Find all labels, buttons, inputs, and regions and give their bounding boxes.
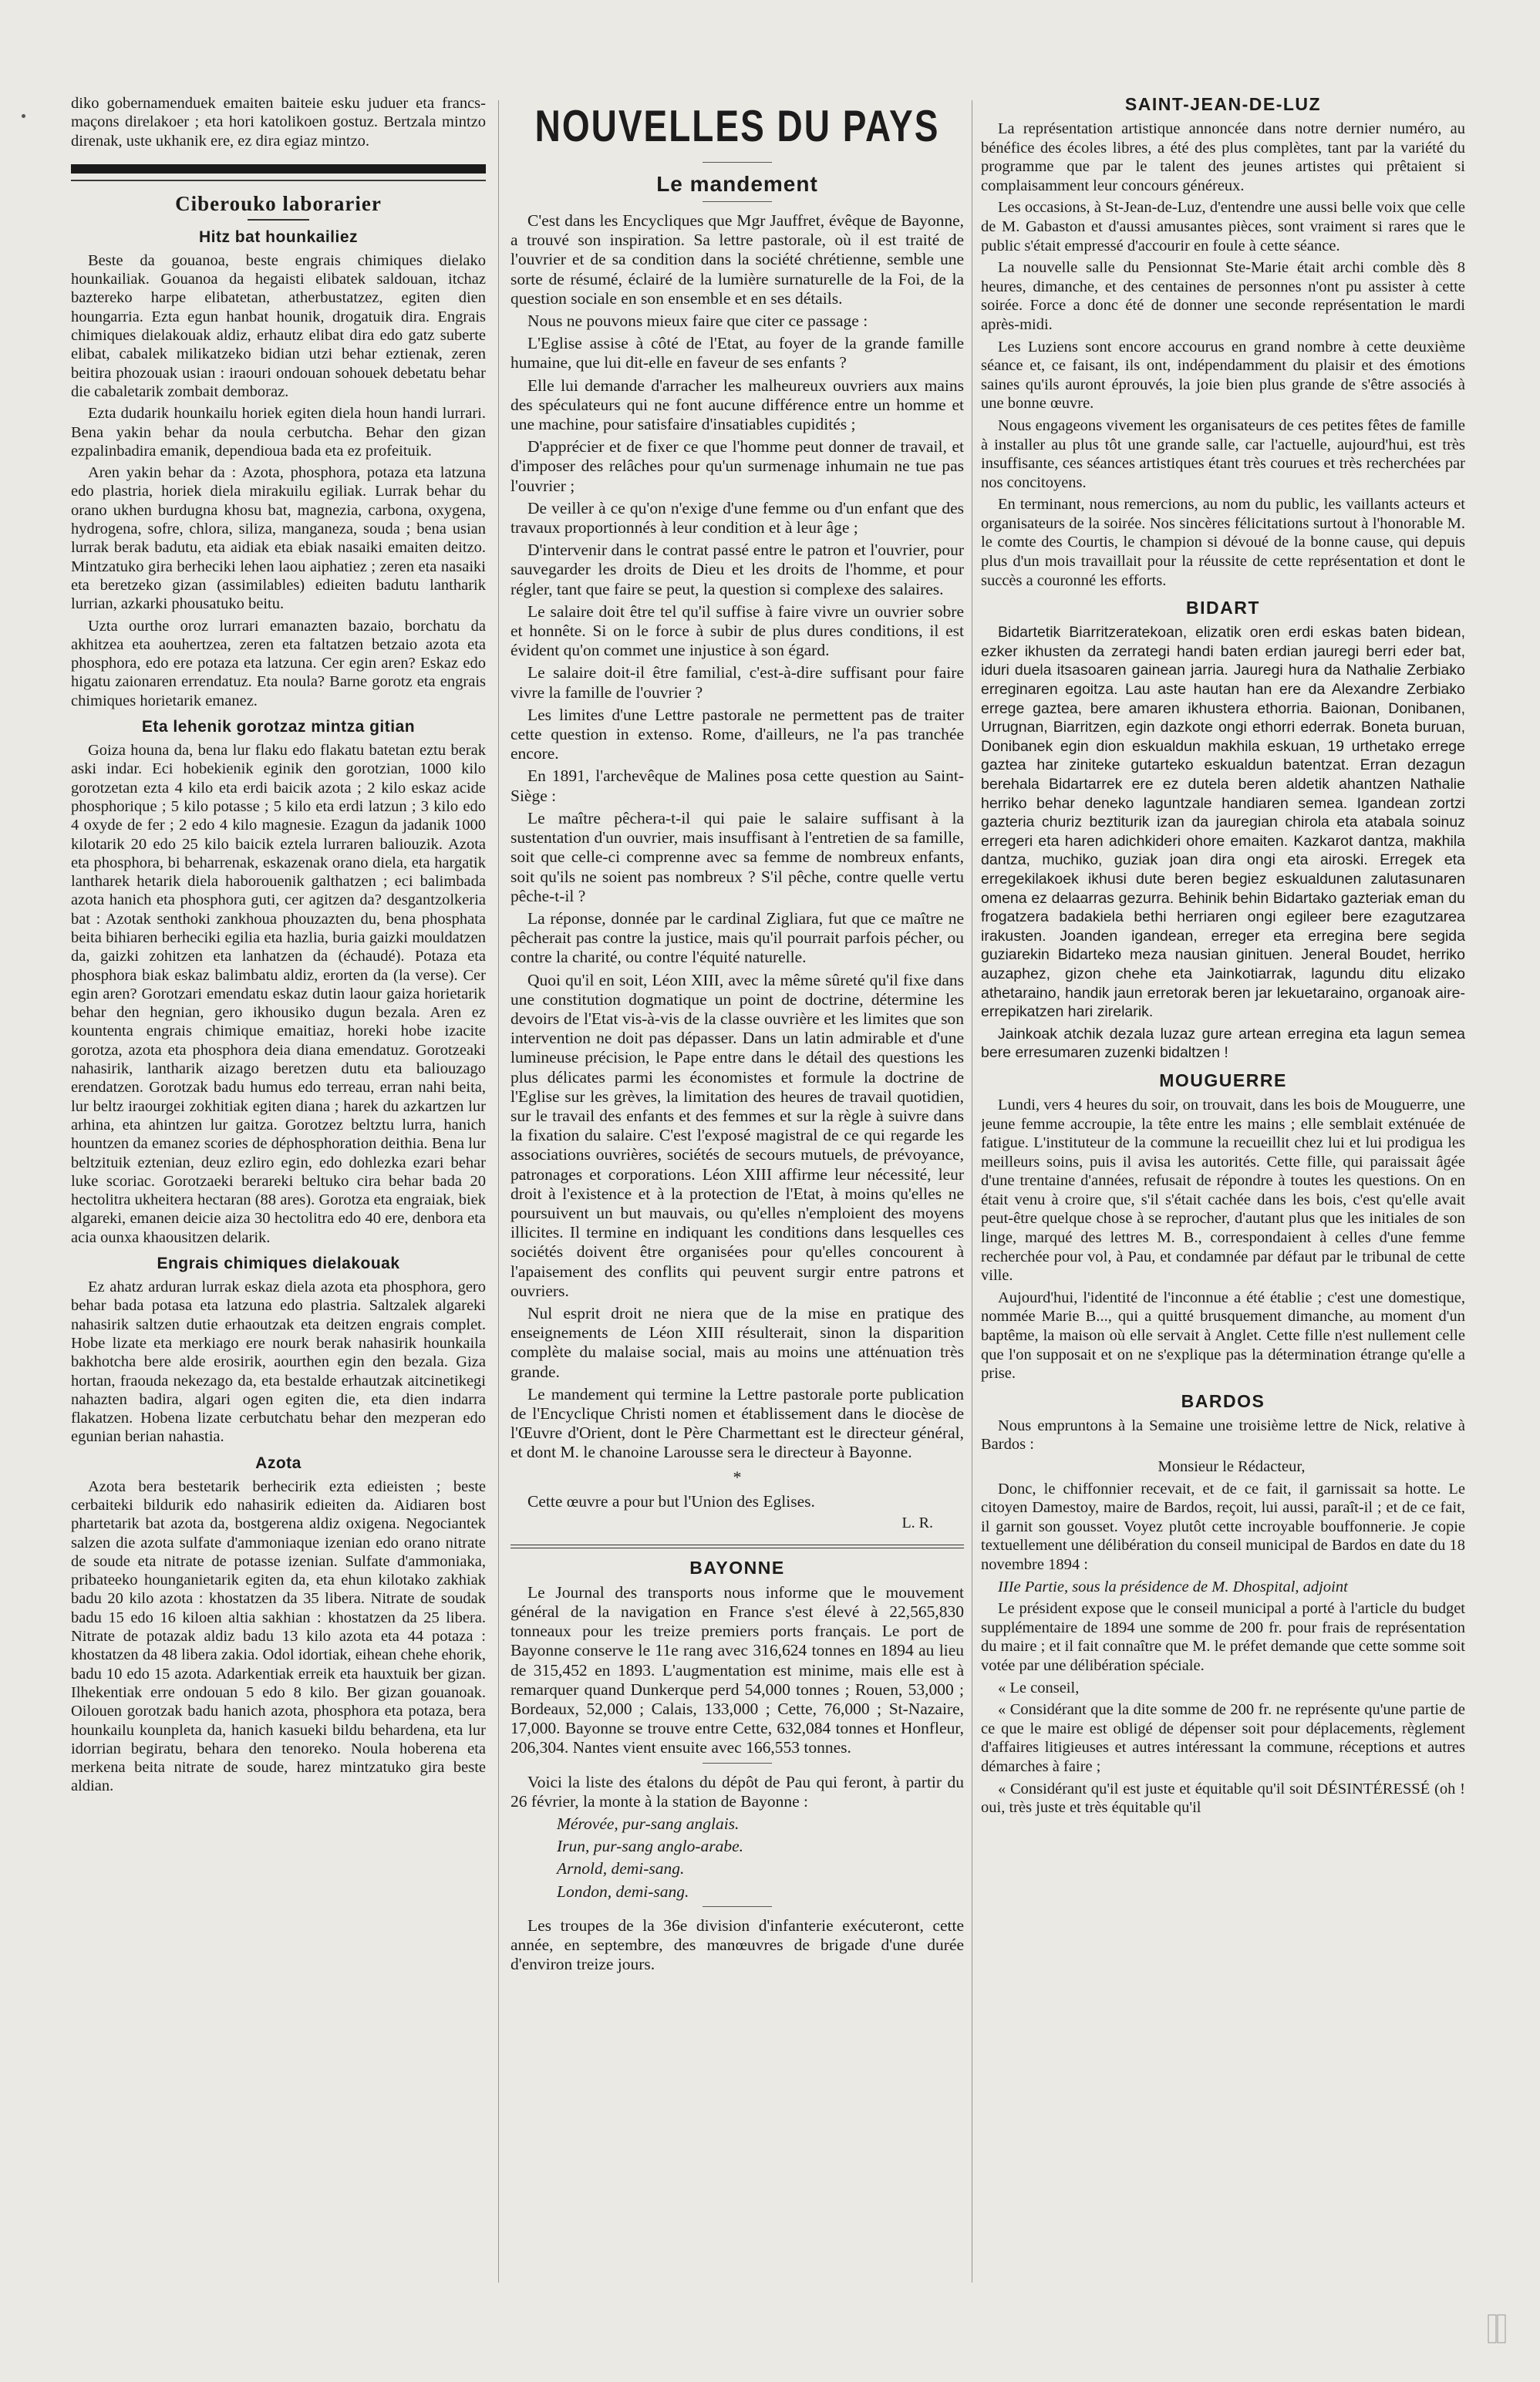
paragraph: Le président expose que le conseil municipal a porté à l'article du budget supplémentaire de 1894 une somme de 200 fr. pour frais de représentation du maire ; et il fait connaître que M. le préfet demande que cette somme soit votée par une délibération spéciale.	[981, 1600, 1465, 1674]
double-rule	[511, 1545, 964, 1548]
separator-star: *	[733, 1467, 742, 1487]
subheading-gorotzaz: Eta lehenik gorotzaz mintza gitian	[141, 718, 416, 736]
paragraph: Monsieur le Rédacteur,	[1158, 1458, 1306, 1475]
paragraph: Nous empruntons à la Semaine une troisième lettre de Nick, relative à Bardos :	[981, 1417, 1465, 1454]
column-local-news	[981, 94, 1465, 1821]
quote-paragraph: De veiller à ce qu'on n'exige d'une femme ou d'un enfant que des travaux proportionnés à leur condition et à leur âge ;	[511, 498, 964, 537]
quote-paragraph: L'Eglise assise à côté de l'Etat, au foyer de la grande famille humaine, que lui dit-elle en faveur de ses enfants ?	[511, 334, 964, 372]
column-basque-agriculture	[71, 94, 486, 1799]
list-item: Irun, pur-sang anglo-arabe.	[557, 1837, 744, 1856]
quote-paragraph: La réponse, donnée par le cardinal Zigliara, fut que ce maître ne pêcherait pas contre la justice, mais qu'il pourrait parfois pécher, ou contre la charité, ou contre l'équité naturelle.	[511, 908, 964, 967]
paragraph: Ez ahatz arduran lurrak eskaz diela azota eta phosphora, gero behar bada potasa eta latzuna edo plastria. Saltzalek algareki nahasirik saltzen dutie erhaoutzak eta deitzen engrais complet. Hobe lizate eta merkiago ere nourk berak nahasirik hounkaila bakhotcha bere alde erosirik, aourthen egin den bezala. Giza hortan, fraouda nekezago da, eta bestalde erhautzak aitcinetikegi nahazten badira, algari ogen egiten die, eta dien indarra flakatzen. Hobena lizate cerbutchatu behar den mezperan edo egunian berian nahastia.	[71, 1279, 486, 1446]
paragraph: Ezta dudarik hounkailu horiek egiten diela houn handi lurrari. Bena yakin behar da noula cerbutcha. Behar den gizan ezpalinbadira emanik, dependioua bada eta ez profeituik.	[71, 405, 486, 460]
paragraph: Le Journal des transports nous informe que le mouvement général de la navigation en France s'est élevé à 22,565,830 tonneaux pour les treize premiers ports français. Le port de Bayonne conserve le 11e rang avec 316,624 tonnes en 1894 au lieu de 315,452 en 1893. L'augmentation est minime, mais elle est à remarquer quand Dunkerque perd 54,000 tonnes ; Rouen, 53,000 ; Bordeaux, 52,000 ; Calais, 133,000 ; Cette, 76,000 ; St-Nazaire, 17,000. Bayonne se trouve entre Cette, 632,084 tonnes et Honfleur, 206,304. Nantes vient ensuite avec 166,553 tonnes.	[511, 1582, 964, 1757]
paragraph: Aujourd'hui, l'identité de l'inconnue a été établie ; c'est une domestique, nommée Marie B..., qui a quitté brusquement dimanche, au moment d'un baptême, la maison où elle servait à Anglet. Cette fille n'est nullement celle que l'on supposait et on ne s'explique pas la détermination étrange qu'elle a prise.	[981, 1289, 1465, 1383]
quote-paragraph: En 1891, l'archevêque de Malines posa cette question au Saint-Siège :	[511, 766, 964, 805]
signature: L. R.	[901, 1514, 933, 1531]
short-rule	[703, 201, 772, 202]
subheading-engrais: Engrais chimiques dielakouak	[157, 1255, 400, 1273]
masthead-title: NOUVELLES DU PAYS	[534, 100, 940, 151]
quote-paragraph: D'intervenir dans le contrat passé entre le patron et l'ouvrier, pour sauvegarder les droits de Dieu et les droits de l'homme, et pour régler, tant que faire se peut, la question si complexe des salaires.	[511, 541, 964, 598]
column-nouvelles	[511, 94, 964, 1977]
place-heading-bidart: BIDART	[1186, 598, 1260, 618]
paragraph: Lundi, vers 4 heures du soir, on trouvait, dans les bois de Mouguerre, une jeune femme accroupie, la tête entre les mains ; elle semblait exténuée de fatigue. L'instituteur de la commune la recueillit chez lui et lui prodigua les meilleurs soins, puis il avisa les autorités. Cette fille, qui paraissait âgée d'une trentaine d'années, refusait de répondre à toutes les questions. On en était venu à croire que, s'il s'était cachée dans les bois, c'est qu'elle avait peut-être quelque chose à se reprocher, d'autant plus que les initiales de son linge, marqué des lettres M. B., correspondaient à celles d'une femme recherchée pour vol, à Pau, et condamnée par défaut par le tribunal de cette ville.	[981, 1096, 1465, 1285]
paragraph: Beste da gouanoa, beste engrais chimiques dielako hounkailiak. Gouanoa da hegaisti elibatek saldouan, itchaz baztereko harpe elibatetan, atherbustatzez, egiten dien houngarria. Ezta egun hanbat hounik, drogatuik dira. Engrais chimiques dielakouak aldiz, erhautz elibat dira edo gatz suberte elibat, cabalek milikatzeko bidian utzi behar eztienak, zeren beitira phozouak usian : iraouri ondouan sohouek debetatu behar die cabaletarik zombait demboraz.	[71, 251, 486, 400]
paragraph: La représentation artistique annoncée dans notre dernier numéro, au bénéfice des écoles libres, a été des plus complètes, tant par la variété du programme que par le talent des jeunes artistes qui prêtaient si complaisamment leur concours généreux.	[981, 120, 1465, 194]
section-title-laborarier: Ciberouko laborarier	[175, 191, 382, 215]
thin-divider	[71, 180, 486, 181]
paragraph: « Considérant que la dite somme de 200 fr. ne représente qu'une partie de ce que le maire est obligé de dépenser soit pour déplacements, règlement d'affaires litigieuses et autres intéressant la commune, réceptions et autres démarches à faire ;	[981, 1701, 1465, 1775]
paragraph: Les Luziens sont encore accourus en grand nombre à cette deuxième séance et, ce faisant, ils ont, indépendamment du plaisir et des émotions saines qu'ils auront éprouvés, la joie bien plus grande de s'être associés à une bonne œuvre.	[981, 338, 1465, 413]
paragraph: Les occasions, à St-Jean-de-Luz, d'entendre une aussi belle voix que celle de M. Gabaston et d'aussi amusantes pièces, sont vraiment si rares que le public s'était empressé d'accourir en foule à cette séance.	[981, 199, 1465, 254]
column-rule	[498, 100, 499, 2283]
quote-paragraph: Quoi qu'il en soit, Léon XIII, avec la même sûreté qu'il fixe dans une constitution dogmatique un point de doctrine, détermine les devoirs de l'Etat vis-à-vis de la classe ouvrière et les limites que son intervention ne doit pas dépasser. Dans un latin admirable et d'une lumineuse précision, le Pape entre dans le détail des questions les plus délicates parmi les économistes et formule la doctrine de l'Eglise sur les grèves, la limitation des heures de travail quotidien, sur le travail des enfants et des femmes et sur la règle à suivre dans la fixation du salaire. C'est l'exposé magistral de ce qui regarde les associations ouvrières, sociétés de secours mutuels, de prévoyance, patronages et corporations. Léon XIII affirme leur nécessité, leur droit à l'existence et à la protection de l'Etat, à moins qu'elles ne poursuivent un but mauvais, ou qu'elles n'emploient des moyens illicites. Il termine en indiquant les conditions dans lesquelles ces sociétés doivent être organisées pour qu'elles concourent à l'apaisement des conflits qui peuvent surgir entre patrons et ouvriers.	[511, 970, 964, 1300]
quote-paragraph: Les limites d'une Lettre pastorale ne permettent pas de traiter cette question in extenso. Rome, d'ailleurs, ne l'a pas tranchée encore.	[511, 705, 964, 763]
paragraph: Aren yakin behar da : Azota, phosphora, potaza eta latzuna edo plastria, horiek diela mirakuilu egiliak. Lurrak behar du orano ukhen burdugna khosu bat, magnezia, carbona, oxygena, hydrogena, sofre, chlora, siliza, manganeza, souda ; bena usian lurrak berak badutu, eta aidiak eta ebiak nasaiki emaiten deitzo. Mintzatuko gira berheciki lehen laou aiphatiez ; zeren eta nasaiki eta beretzeko gizan (assimilables) edieiten badutu lantharik lurrian, azkarki phousatuko beitu.	[71, 464, 486, 613]
paragraph: Le mandement qui termine la Lettre pastorale porte publication de l'Encyclique Christi nomen et établissement dans le diocèse de l'Œuvre d'Orient, dont le Père Charmettant est le directeur général, et dont M. le chanoine Larousse sera le directeur à Bayonne.	[511, 1384, 964, 1462]
place-heading-mouguerre: MOUGUERRE	[1159, 1070, 1287, 1090]
paragraph: Voici la liste des étalons du dépôt de Pau qui feront, à partir du 26 février, la monte à la station de Bayonne :	[511, 1772, 964, 1811]
paragraph: En terminant, nous remercions, au nom du public, les vaillants acteurs et organisateurs de la soirée. Nos sincères félicitations surtout à l'honorable M. le comte des Courtis, le champion si dévoué de la bonne cause, qui depuis plus d'un mois travaillait pour la réussite de cette représentation et dont le succès a couronné les efforts.	[981, 496, 1465, 589]
paragraph: C'est dans les Encycliques que Mgr Jauffret, évêque de Bayonne, a trouvé son inspiration. Sa lettre pastorale, où il est traité de l'ouvrier et de sa condition dans la société chrétienne, semble une sorte de résumé, éclairé de la lumière surnaturelle de la Foi, de la question sociale en son ensemble et en ses détails.	[511, 211, 964, 308]
list-item: London, demi-sang.	[557, 1882, 689, 1901]
short-rule	[703, 1906, 772, 1907]
short-rule	[248, 219, 309, 221]
intro-paragraph: diko gobernamenduek emaiten baiteie esku juduer eta francs-maçons direlakoer ; eta hori katolikoen gostuz. Bertzala mintzo direnak, uste ukhanik ere, ez dira egiaz mintzo.	[71, 95, 486, 150]
paragraph: Donc, le chiffonnier recevait, et de ce fait, il garnissait sa hotte. Le citoyen Damestoy, maire de Bardos, reçoit, lui aussi, paraît-il ; et de ce fait, il garnit son gousset. Voyez plutôt cette incroyable bouffonnerie. Je copie textuellement une délibération du conseil municipal de Bardos en date du 18 novembre 1894 :	[981, 1480, 1465, 1573]
quote-paragraph: Le salaire doit être tel qu'il suffise à faire vivre un ouvrier sobre et honnête. Si on le force à subir de plus dures conditions, il est évident qu'on commet une injustice à son égard.	[511, 601, 964, 660]
subheading-azota: Azota	[255, 1454, 302, 1472]
paragraph: IIIe Partie, sous la présidence de M. Dhospital, adjoint	[998, 1578, 1348, 1595]
paragraph: Nous ne pouvons mieux faire que citer ce passage :	[527, 312, 868, 331]
quote-paragraph: Le salaire doit-il être familial, c'est-à-dire suffisant pour faire vivre la famille de l'ouvrier ?	[511, 663, 964, 702]
quote-paragraph: D'apprécier et de fixer ce que l'homme peut donner de travail, et d'imposer des relâches pour qu'un surmenage inhumain ne tue pas l'ouvrier ;	[511, 437, 964, 495]
list-item: Arnold, demi-sang.	[557, 1859, 685, 1878]
short-rule	[703, 1763, 772, 1764]
paragraph: Uzta ourthe oroz lurrari emanazten bazaio, borchatu da akhitzea eta aouhertzea, zeren eta faltatzen betzaio azota eta phosphora, edo ere potaza eta latzuna. Cer egin aren? Eskaz edo higatu zaionaren errendatuz. Eta noula? Barne gorotz eta engrais chimiques horietarik emanez.	[71, 617, 486, 709]
paragraph: Nous engageons vivement les organisateurs de ces petites fêtes de famille à installer au plus tôt une grande salle, car l'actuelle, aujourd'hui, est très insuffisante, ces séances artistiques étant très courues et très recherchées par nos concitoyens.	[981, 416, 1465, 491]
paragraph: La nouvelle salle du Pensionnat Ste-Marie était archi comble dès 8 heures, dimanche, et des centaines de personnes n'ont pu assister à cette soirée. Force a donc été de donner une seconde représentation le mardi après-midi.	[981, 259, 1465, 333]
quote-paragraph: Le maître pêchera-t-il qui paie le salaire suffisant à la sustentation d'un ouvrier, mais insuffisant à l'entretien de sa famille, soit que celle-ci comprenne avec sa femme de nombreux enfants, soit qu'ils ne soient pas nombreux ? S'il pêche, contre quelle vertu pêche-t-il ?	[511, 808, 964, 905]
stallion-list	[511, 1814, 964, 1902]
paragraph: Cette œuvre a pour but l'Union des Eglises.	[527, 1491, 815, 1511]
paragraph: Goiza houna da, bena lur flaku edo flakatu batetan eztu berak aski indar. Eci hobekienik eginik den gorotzian, 1000 kilo gorotzetan ezta 4 kilo eta erdi baicik azota ; 2 kilo eskaz acide phosphorique ; 5 kilo potasse ; 5 kilo eta erdi latzun ; 3 kilo edo 4 oxyde de fer ; 2 edo 4 kilo magnesie. Ezagun da jadanik 1000 kilotarik 20 edo 25 kilo baicik eztela lurraren baliouzik. Azota eta phosphora, bi beharrenak, eskazenak orano diela, eta hargatik lantharek hetarik diela haborouenik galthatzen ; eci balimbada azota hanich eta phosphora guti, cer agitzen da? desgantzolkeria bat : Azotak senthoki zankhoua phouzazten du, bena phosphata beita bihiaren berheciki egilia eta hazlia, buria gaizki mouldatzen da, gaizki zohitzen eta lanhatzen da (échaudé). Potaza eta phosphora biak eskaz balimbatu aldiz, erorten da (la verse). Cer egin aren? Gorotzari emendatu eskaz dutin laour gaiza horietarik behar den hegnian, gero ikhousiko dugun bezala. Aren ez kountenta engrais chimique emaitiaz, horeki hobe izacite gorotza, azota eta phosphora deia diana emendatuz. Gorotzeaki nahasirik, lantharik aizago beretzen dutu eta baliouzago erendatzen. Gorotzak badu humus edo terreau, erran nahi beita, lur beltz iraourgei zokhitiak egiten diana ; harek du azkartzen lur arhina, eta ahintzen lur gaitza. Gorotzez beltztu lurra, hanich hountzen da emanez scories de déphosphoration deithia. Bena lur beltzituik eztenian, deuz ezliro egin, edo dohlezka ezari behar luke scoriac. Gorotzaeki berareki beltuko cira behar bada 20 hectolitra ukheitera hectaran (88 ares). Gorotza eta engraiak, biek algareki, emanen deicie aiza 30 hectolitra edo 40 ere, denbora eta acia ounxa khaousitzen delarik.	[71, 742, 486, 1246]
place-heading-bardos: BARDOS	[1181, 1390, 1265, 1411]
short-rule	[703, 162, 772, 163]
paragraph: « Le conseil,	[998, 1679, 1080, 1696]
quote-paragraph: Elle lui demande d'arracher les malheureux ouvriers aux mains des spéculateurs qui ne font aucune différence entre un homme et une machine, pour satisfaire d'insatiables cupidités ;	[511, 376, 964, 434]
paragraph: « Considérant qu'il est juste et équitable qu'il soit DÉSINTÉRESSÉ (oh ! oui, très juste et très équitable qu'il	[981, 1780, 1465, 1817]
paragraph: Azota bera bestetarik berhecirik ezta edieisten ; beste cerbaiteki bildurik edo nahasirik edieiten da. Aidiaren bost phartetarik bat azota da, bostgerena aldiz oxigena. Negociantek salzen die azota sulfate d'ammoniaque izenian edo orano nitrate de soude eta nitrate de potasse izenian. Sulfate d'ammoniaka, pribateeko hounganietarik egiten da, eta ehun kilotako zakhiak badu 20 kilo azota : khostatzen da 35 libera. Nitrate de soudak badu 15 edo 16 kiloen altia sakhian : khostatzen da 25 libera. Nitrate de potazak aldiz badu 13 kilo azota eta 44 potaza : khostatzen da 48 libera zakia. Odol idortiak, eihean chehe ehorik, badu 10 edo 15 azota. Adarkentiak erreik eta hauxtuik ber gizan. Ilhekentiak erre ondouan 5 edo 8 kilo. Ber gizan gouanoak. Oilouen gorotzak badu hanich azota, phosphora eta potaza, bera hounkailu kounpleta da, hanich kasueki bildu behardena, eta lur idorrian begiratu, behara den tenoreko. Noula hoberena eta merkena beita nitrate de soude, harez mintzatuko gira beste aldian.	[71, 1477, 486, 1795]
subheading-hounkailiez: Hitz bat hounkailiez	[198, 227, 358, 246]
paragraph: Bidartetik Biarritzeratekoan, elizatik oren erdi eskas baten bidean, ezker ikhusten da zerrategi handi baten erdian jauregi berri eder bat, iduri duela itsasoaren gainean jarria. Jauregi hura da Nathalie Zerbiako erreginaren egoitza. Lau aste hautan han ere da Alexandre Zerbiako errege gaztea, bere amaren ikhustera ethorria. Baionan, Donibanen, Urrugnan, Biarritzen, egin dazkote ongi ethorri ederrak. Boneta buruan, Donibanek egin dion eskualdun makhila eskuan, 19 urthetako errege gaztea har ziniteke gutarteko eskualdun batentzat. Erran dezagun berehala Bidartarrek ere ez dutela beren aldetik ahantzen Nathalie herriko behar deneko laguntzale handiaren semea. Igandean zortzi gazteria churiz beztiturik izan da jauregian chirola eta atabala soinuz erregeri eta haren adichkideri ohore emaiten. Kazkarot dantza, makhila dantza, muchiko, guziak joan dira ongi eta airoski. Erregek eta erregekilakoek ikhusi dute beren begiez eskualdunen zalutasunaren omena ez delaarras gezurra. Behinik behin Bidartako gazteriak eman du frogatzera badakiela bethi herriaren ongi egileer bere ezagutzarea irakusten. Joanden igandean, erreger eta erregina bere segida guziarekin Bidarteko meza nausian ginituen. Jeneral Boudet, herriko auzaphez, gizon chehe eta Jainkotiarrak, lagundu ditu elizako athetaraino, handik jaun erretorak beren jar lekuetaraino, organoak aire-errepikatzen hari zirelarik.	[981, 624, 1465, 1021]
place-heading-saint-jean-de-luz: SAINT-JEAN-DE-LUZ	[1124, 94, 1322, 114]
margin-dot	[22, 114, 25, 118]
list-item: Mérovée, pur-sang anglais.	[557, 1814, 740, 1834]
paragraph: Jainkoak atchik dezala luzaz gure artean erregina eta lagun semea bere erresumaren zuzenki bidaltzen !	[981, 1025, 1465, 1062]
paragraph: Les troupes de la 36e division d'infanterie exécuteront, cette année, en septembre, des manœuvres de brigade d'une durée d'environ treize jours.	[511, 1915, 964, 1974]
section-title-mandement: Le mandement	[656, 172, 818, 196]
place-heading-bayonne: BAYONNE	[689, 1557, 785, 1578]
heavy-divider	[71, 164, 486, 174]
quote-paragraph: Nul esprit droit ne niera que de la mise en pratique des enseignements de Léon XIII résulterait, sinon la disparition complète du malaise social, mais au moins une atténuation très grande.	[511, 1303, 964, 1381]
registration-mark-icon	[1487, 2313, 1507, 2344]
